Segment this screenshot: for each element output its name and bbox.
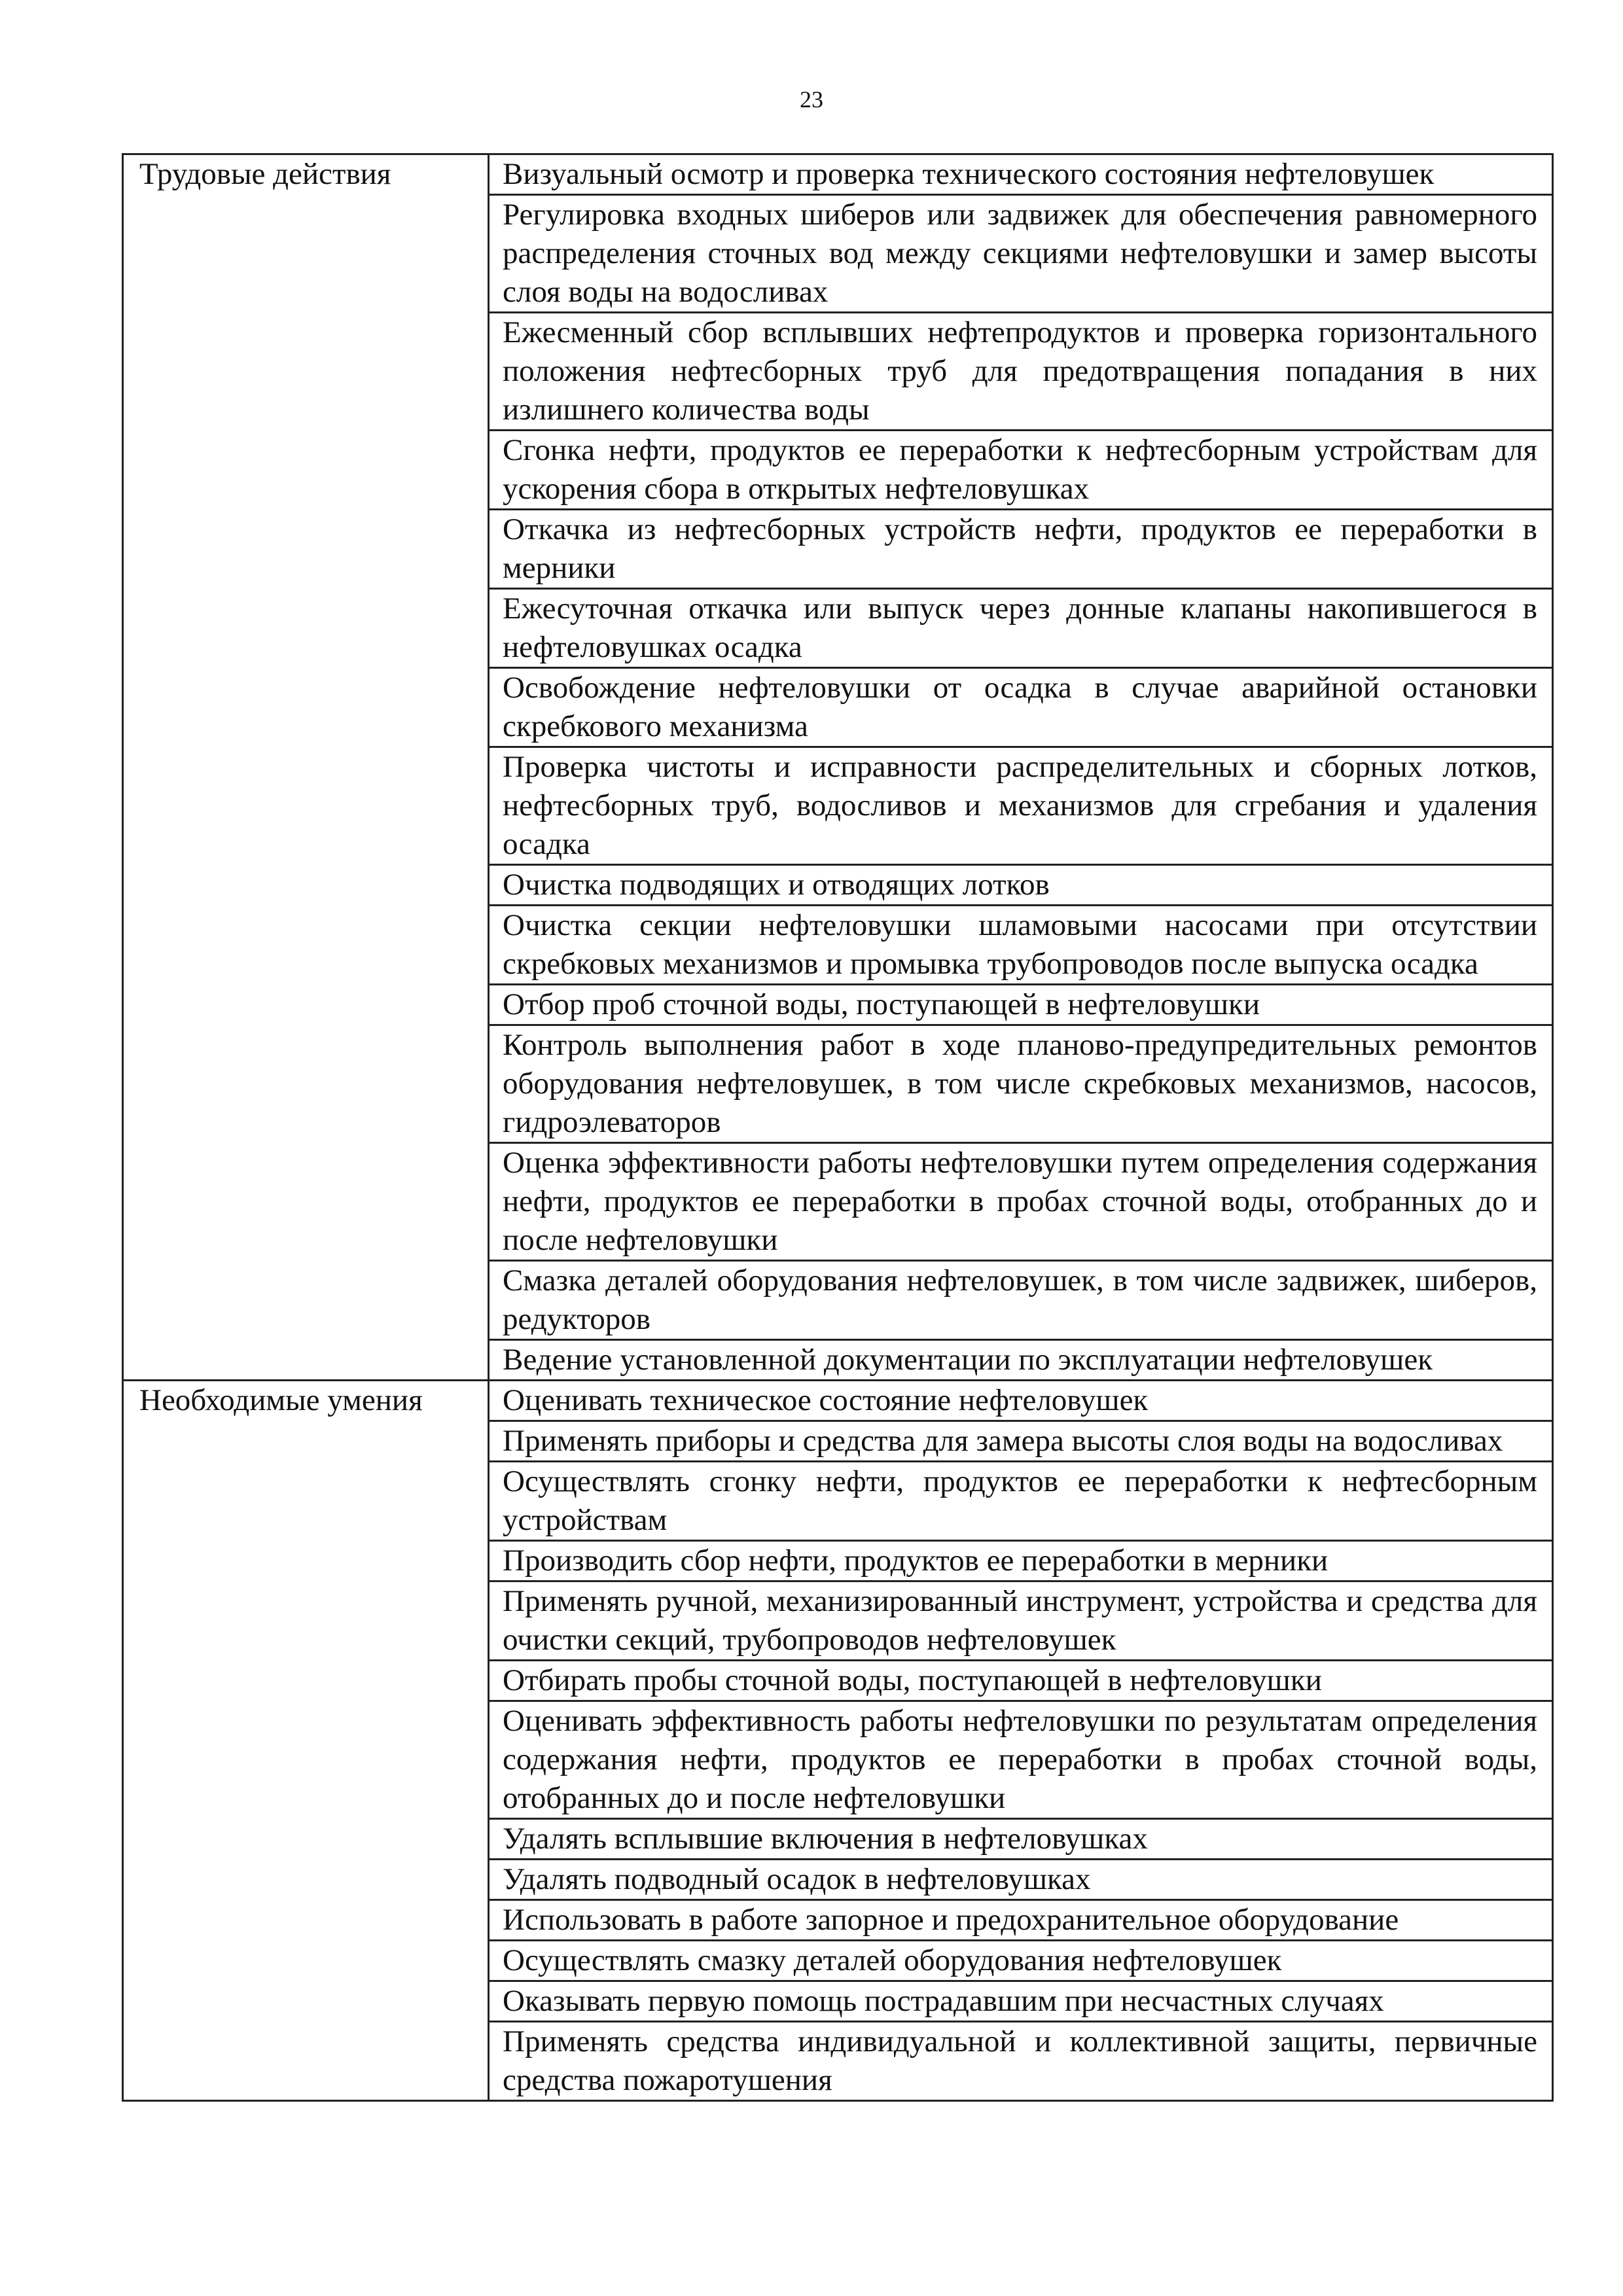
section-item: Ежесуточная откачка или выпуск через донные клапаны накопившегося в нефтеловушках осадка <box>489 589 1553 668</box>
section-item: Оценивать эффективность работы нефтеловушки по результатам определения содержания нефти, продуктов ее переработки в пробах сточной воды, отобранных до и после нефтеловушки <box>489 1701 1553 1819</box>
section-item: Осуществлять сгонку нефти, продуктов ее переработки к нефтесборным устройствам <box>489 1462 1553 1541</box>
table-body <box>123 154 1553 2101</box>
section-item: Оценивать техническое состояние нефтеловушек <box>489 1381 1553 1421</box>
section-item: Отбирать пробы сточной воды, поступающей в нефтеловушки <box>489 1661 1553 1701</box>
section-item: Применять ручной, механизированный инструмент, устройства и средства для очистки секций, трубопроводов нефтеловушек <box>489 1581 1553 1661</box>
section-item: Оказывать первую помощь пострадавшим при несчастных случаях <box>489 1981 1553 2022</box>
table-row <box>123 1381 1553 1421</box>
section-item: Регулировка входных шиберов или задвижек для обеспечения равномерного распределения сточных вод между секциями нефтеловушки и замер высоты слоя воды на водосливах <box>489 195 1553 313</box>
section-item: Очистка подводящих и отводящих лотков <box>489 865 1553 906</box>
requirements-table <box>122 153 1554 2102</box>
section-item: Удалять подводный осадок в нефтеловушках <box>489 1860 1553 1900</box>
section-item: Ведение установленной документации по эксплуатации нефтеловушек <box>489 1340 1553 1381</box>
section-item: Контроль выполнения работ в ходе планово-предупредительных ремонтов оборудования нефтеловушек, в том числе скребковых механизмов, насосов, гидроэлеваторов <box>489 1025 1553 1143</box>
section-item: Откачка из нефтесборных устройств нефти, продуктов ее переработки в мерники <box>489 510 1553 589</box>
section-item: Удалять всплывшие включения в нефтеловушках <box>489 1819 1553 1860</box>
section-item: Ежесменный сбор всплывших нефтепродуктов и проверка горизонтального положения нефтесборных труб для предотвращения попадания в них излишнего количества воды <box>489 313 1553 431</box>
section-item: Отбор проб сточной воды, поступающей в нефтеловушки <box>489 985 1553 1025</box>
section-item: Сгонка нефти, продуктов ее переработки к нефтесборным устройствам для ускорения сбора в открытых нефтеловушках <box>489 431 1553 510</box>
section-item: Освобождение нефтеловушки от осадка в случае аварийной остановки скребкового механизма <box>489 668 1553 747</box>
table-row <box>123 154 1553 195</box>
section-item: Смазка деталей оборудования нефтеловушек, в том числе задвижек, шиберов, редукторов <box>489 1261 1553 1340</box>
section-item: Применять приборы и средства для замера высоты слоя воды на водосливах <box>489 1421 1553 1462</box>
section-item: Визуальный осмотр и проверка технического состояния нефтеловушек <box>489 154 1553 195</box>
section-item: Оценка эффективности работы нефтеловушки путем определения содержания нефти, продуктов ее переработки в пробах сточной воды, отобранных до и после нефтеловушки <box>489 1143 1553 1261</box>
page-number: 23 <box>800 86 823 113</box>
section-label: Трудовые действия <box>123 154 489 1381</box>
section-label: Необходимые умения <box>123 1381 489 2101</box>
section-item: Применять средства индивидуальной и коллективной защиты, первичные средства пожаротушения <box>489 2022 1553 2101</box>
section-item: Осуществлять смазку деталей оборудования нефтеловушек <box>489 1941 1553 1981</box>
section-item: Использовать в работе запорное и предохранительное оборудование <box>489 1900 1553 1941</box>
section-item: Производить сбор нефти, продуктов ее переработки в мерники <box>489 1541 1553 1581</box>
section-item: Очистка секции нефтеловушки шламовыми насосами при отсутствии скребковых механизмов и промывка трубопроводов после выпуска осадка <box>489 906 1553 985</box>
section-item: Проверка чистоты и исправности распределительных и сборных лотков, нефтесборных труб, водосливов и механизмов для сгребания и удаления осадка <box>489 747 1553 865</box>
